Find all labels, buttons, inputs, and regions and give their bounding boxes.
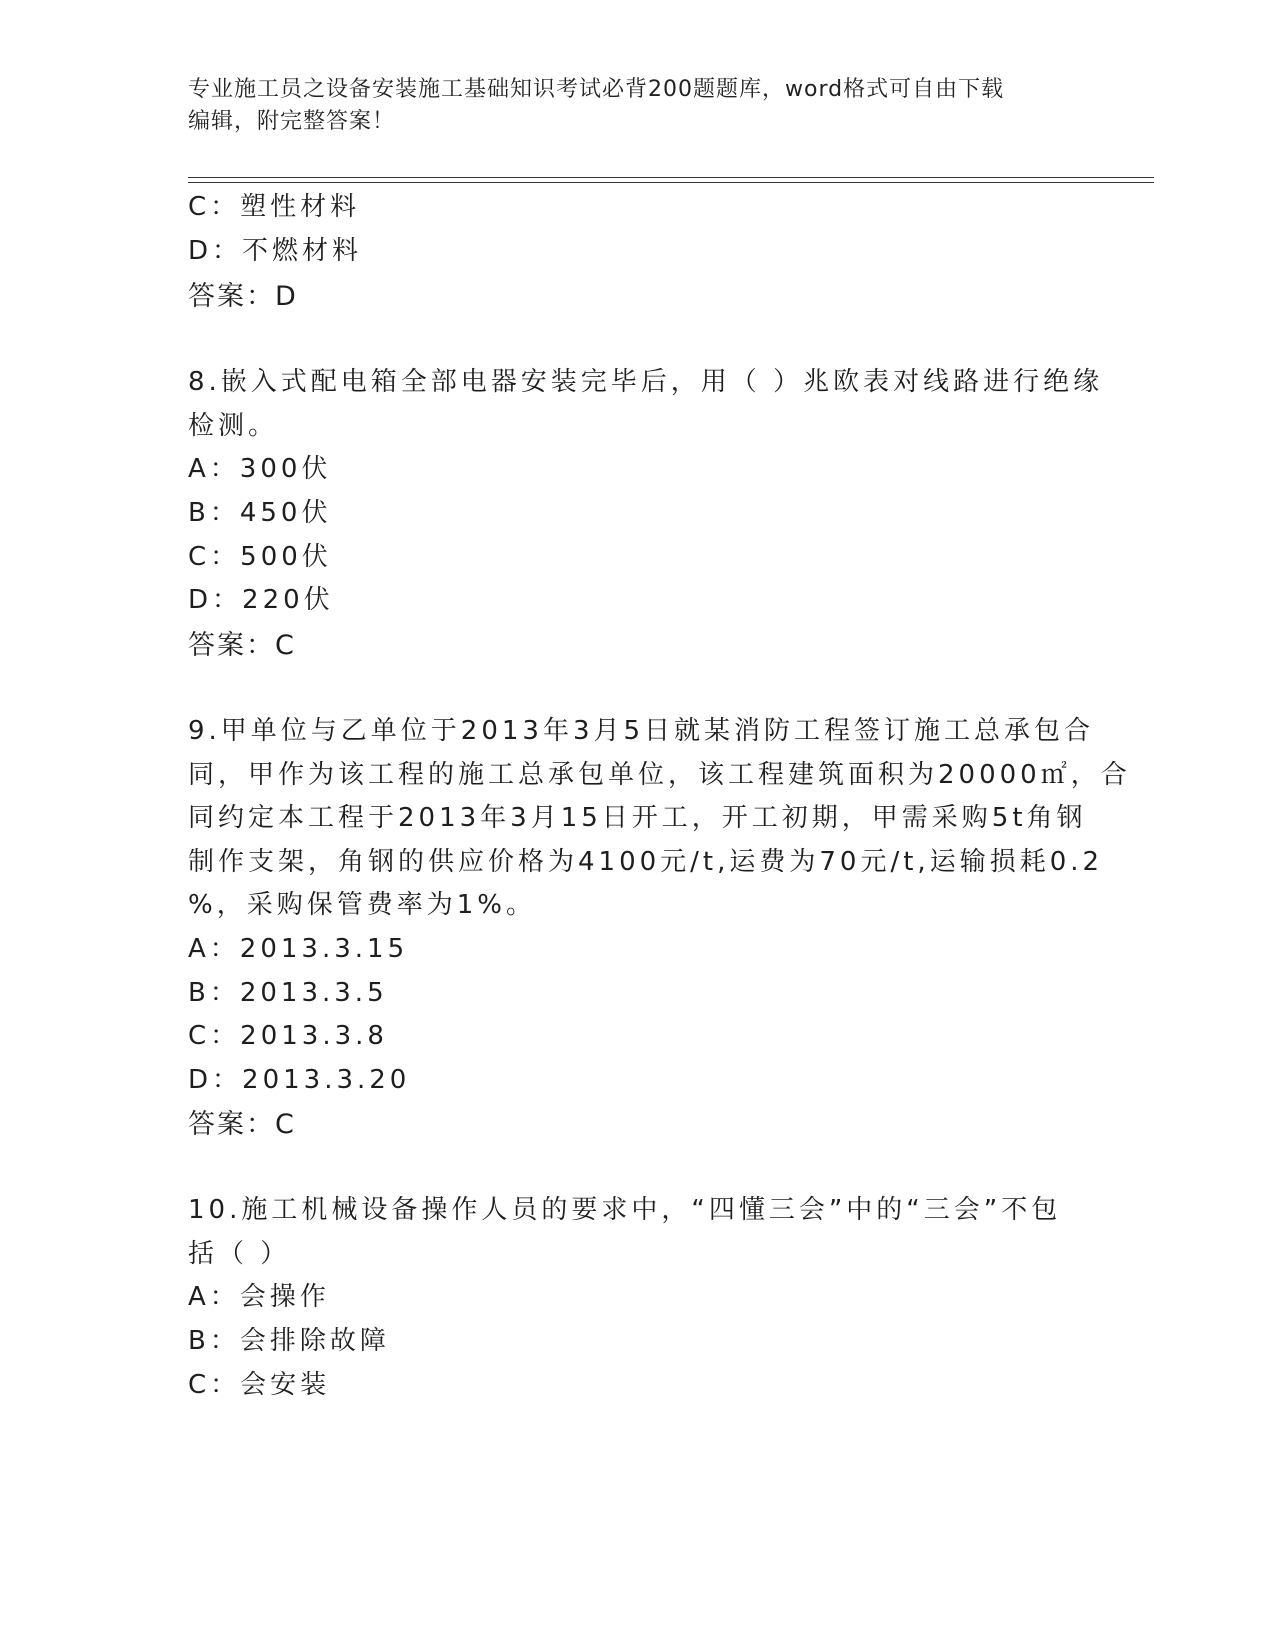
q9-answer: 答案：C [188,1109,296,1140]
q10-option-c: C：会安装 [188,1370,331,1400]
q9-option-a: A：2013.3.15 [188,934,409,964]
q9-stem-line-1: 9.甲单位与乙单位于2013年3月5日就某消防工程签订施工总承包合 [188,716,1095,746]
q8-option-c: C：500伏 [188,542,332,572]
q9-stem-line-3: 同约定本工程于2013年3月15日开工，开工初期，甲需采购5t角钢 [188,803,1087,833]
q9-stem-line-2: 同，甲作为该工程的施工总承包单位，该工程建筑面积为20000㎡，合 [188,760,1131,790]
header-title-line-1: 专业施工员之设备安装施工基础知识考试必背200题题库，word格式可自由下载 [188,77,1005,102]
q10-option-b: B：会排除故障 [188,1326,390,1356]
q7-answer: 答案：D [188,281,298,312]
q9-stem-line-4: 制作支架，角钢的供应价格为4100元/t,运费为70元/t,运输损耗0.2 [188,847,1104,877]
q8-option-b: B：450伏 [188,498,332,528]
q8-stem-line-1: 8.嵌入式配电箱全部电器安装完毕后，用（ ）兆欧表对线路进行绝缘 [188,367,1104,397]
document-header [188,74,1088,138]
q9-option-d: D：2013.3.20 [188,1065,411,1095]
q7-option-c: C：塑性材料 [188,192,361,222]
q7-option-d: D：不燃材料 [188,236,363,266]
header-title-line-2: 编辑，附完整答案！ [188,109,396,134]
q8-answer: 答案：C [188,630,296,661]
header-divider-bottom [188,182,1154,183]
q10-option-a: A：会操作 [188,1282,330,1312]
q9-option-b: B：2013.3.5 [188,978,388,1008]
header-divider-top [188,177,1154,178]
q8-option-d: D：220伏 [188,585,334,615]
q9-option-c: C：2013.3.8 [188,1021,388,1051]
q10-stem-line-2: 括（ ） [188,1239,291,1269]
q8-stem-line-2: 检测。 [188,411,279,441]
q10-stem-line-1: 10.施工机械设备操作人员的要求中，“四懂三会”中的“三会”不包 [188,1195,1062,1225]
q9-stem-line-5: %，采购保管费率为1%。 [188,890,536,920]
q8-option-a: A：300伏 [188,454,332,484]
